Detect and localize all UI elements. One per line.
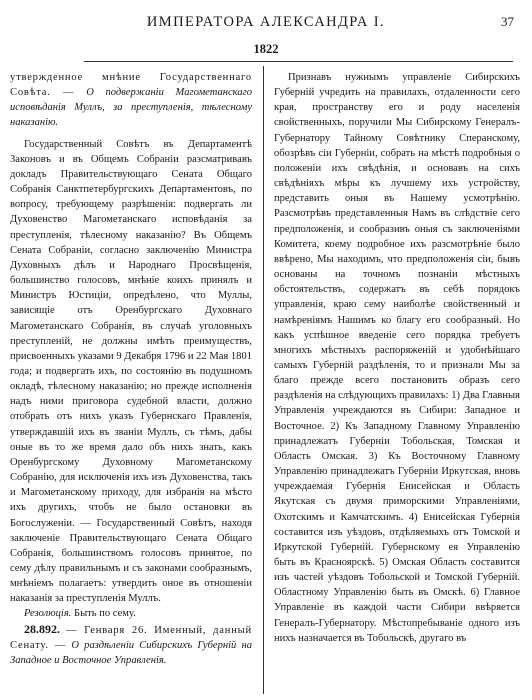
council-body: Государственный Совѣтъ въ Департаментѣ Законовъ и въ Общемъ Собраніи разсматривавъ докладъ Правительствующаго Сената Общаго Собранія Санктпетербургскихъ Департаментовъ, по вопросу, требующему разрѣшенія: подвергать ли Духовенство Магометанскаго исповѣданія за преступленія, тѣлесному наказанію? Въ Общемъ Сената Собраніи, согласно заключенію Министра Духовныхъ дѣлъ и Народнаго Просвѣщенія, большинство голосовъ, мнѣніе коихъ принялъ и Министръ Юстиціи, опредѣлено, что Муллы, зависящіе отъ Оренбургскаго Духовнаго Магометанскаго Собранія, въ случаѣ уголовныхъ преступленій, не должны имѣть преимуществъ, присвоенныхъ указами 9 Декабря 1796 и 22 Мая 1801 года; и подвергать ихъ, по состоянію въ подушномъ окладѣ, тѣлесному наказанію; но прежде исполненія надъ ними приговора судебной власти, должно отобрать отъ нихъ указъ Губернскаго Правленія, утверждавшій ихъ въ званіи Муллъ, съ тѣмъ, дабы оные въ то же время дало объ нихъ знать, какъ Оренбургскому Духовному Магометанскому Собранію, для исключенія ихъ изъ Духовенства, такъ и Магометанскому приходу, для избранія на мѣсто ихъ другихъ, чтобъ не было остановки въ Богослуженіи. — Государственный Совѣтъ, находя заключеніе Правительствующаго Сената Общаго Собранія, большинствомъ голосовъ принятое, по сему дѣлу правильнымъ и съ законами сообразнымъ, мнѣніемъ полагаетъ: утвердить оное въ отношеніи наказанія за преступленія Муллъ.	[10, 138, 252, 605]
right-column	[274, 70, 520, 646]
header-rule	[84, 61, 513, 62]
resolution-line	[10, 606, 252, 621]
running-title: ИМПЕРАТОРА АЛЕКСАНДРА I.	[146, 14, 386, 30]
page-header	[0, 10, 532, 36]
decree-title: О раздѣленіи Сибирскихъ Губерній на Западное и Восточное Управленія.	[10, 639, 253, 666]
column-divider	[263, 66, 264, 694]
decree-body: Признавъ нужнымъ управленіе Сибирскихъ Губерній учредить на правилахъ, отдаленности сего края, пространству его и роду населенія свойственныхъ, поручили Мы Сибирскому Генералъ-Губернатору Тайному Совѣтнику Сперанскому, обозрѣвъ сіи Губерніи, собрать на мѣстѣ подробныя о положеніи ихъ свѣдѣнія, и основавъ на сихъ свѣдѣніяхъ мѣры къ лучшему ихъ устройству, представить оныя въ Нашему усмотрѣнію. Разсмотрѣвъ представленныя Намъ въ слѣдствіе сего предположенія, и сообразивъ оныя съ заключеніями Комитета, коему подробное ихъ разсмотрѣніе было ввѣрено, Мы находимъ, что предположенія сіи, бывъ основаны на точномъ познаніи мѣстныхъ обстоятельствъ, содержатъ въ себѣ порядокъ управленія, краю сему наиболѣе свойственный и намѣреніямъ Нашимъ ко благу его сообразный. Но какъ успѣшное введеніе сего порядка требуетъ многихъ мѣстныхъ распоряженій и удобнѣйшаго самыхъ Губерній раздѣленія, то и признали Мы за благо прежде всего постановить образъ сего раздѣленія на слѣдующихъ правилахъ: 1) Два Главныя Управленія учреждаются въ Сибири: Западное и Восточное. 2) Къ Западному Главному Управленію принадлежатъ Губерніи Тобольская, Томская и Область Омская. 3) Къ Восточному Главному Управленію принадлежатъ Губерніи Иркутская, вновь учреждаемая Губернія Енисейская и Область Якутская съ двумя приморскими Управленіями, Охотскимъ и Камчатскимъ. 4) Енисейская Губернія составится изъ уѣздовъ, отдѣляемыхъ отъ Томской и Иркутской Губерній. Губернскому ея Управленію быть въ Красноярскѣ. 5) Омская Область составится изъ частей уѣздовъ Тобольской и Томской Губерній. Областному Управленію быть въ Омскѣ. 6) Главное Управленіе въ каждой части Сибири ввѣряется Генералъ-Губернатору. Мѣстопребываніе одного изъ нихъ назначается въ Тобольскѣ, другаго въ	[274, 72, 520, 644]
resolution-text: Быть по сему.	[74, 608, 136, 620]
decree-number: 28.892.	[24, 621, 60, 636]
page-number: 37	[501, 14, 514, 29]
left-column	[10, 70, 252, 668]
intro-main: утвержденное мнѣние Государственнаго Совѣта. —	[10, 72, 252, 99]
intro-paragraph	[10, 70, 252, 131]
intro-italic: О подвержаніи Магометанскаго исповѣданія Муллъ, за преступленія, тѣлесному наказанію.	[10, 87, 252, 129]
decree-heading	[10, 622, 252, 668]
year-heading: 1822	[253, 42, 279, 56]
resolution-label: Резолюція.	[24, 608, 72, 620]
decree-date: — Генваря 26. Именный, данный Сенату. —	[10, 624, 253, 651]
